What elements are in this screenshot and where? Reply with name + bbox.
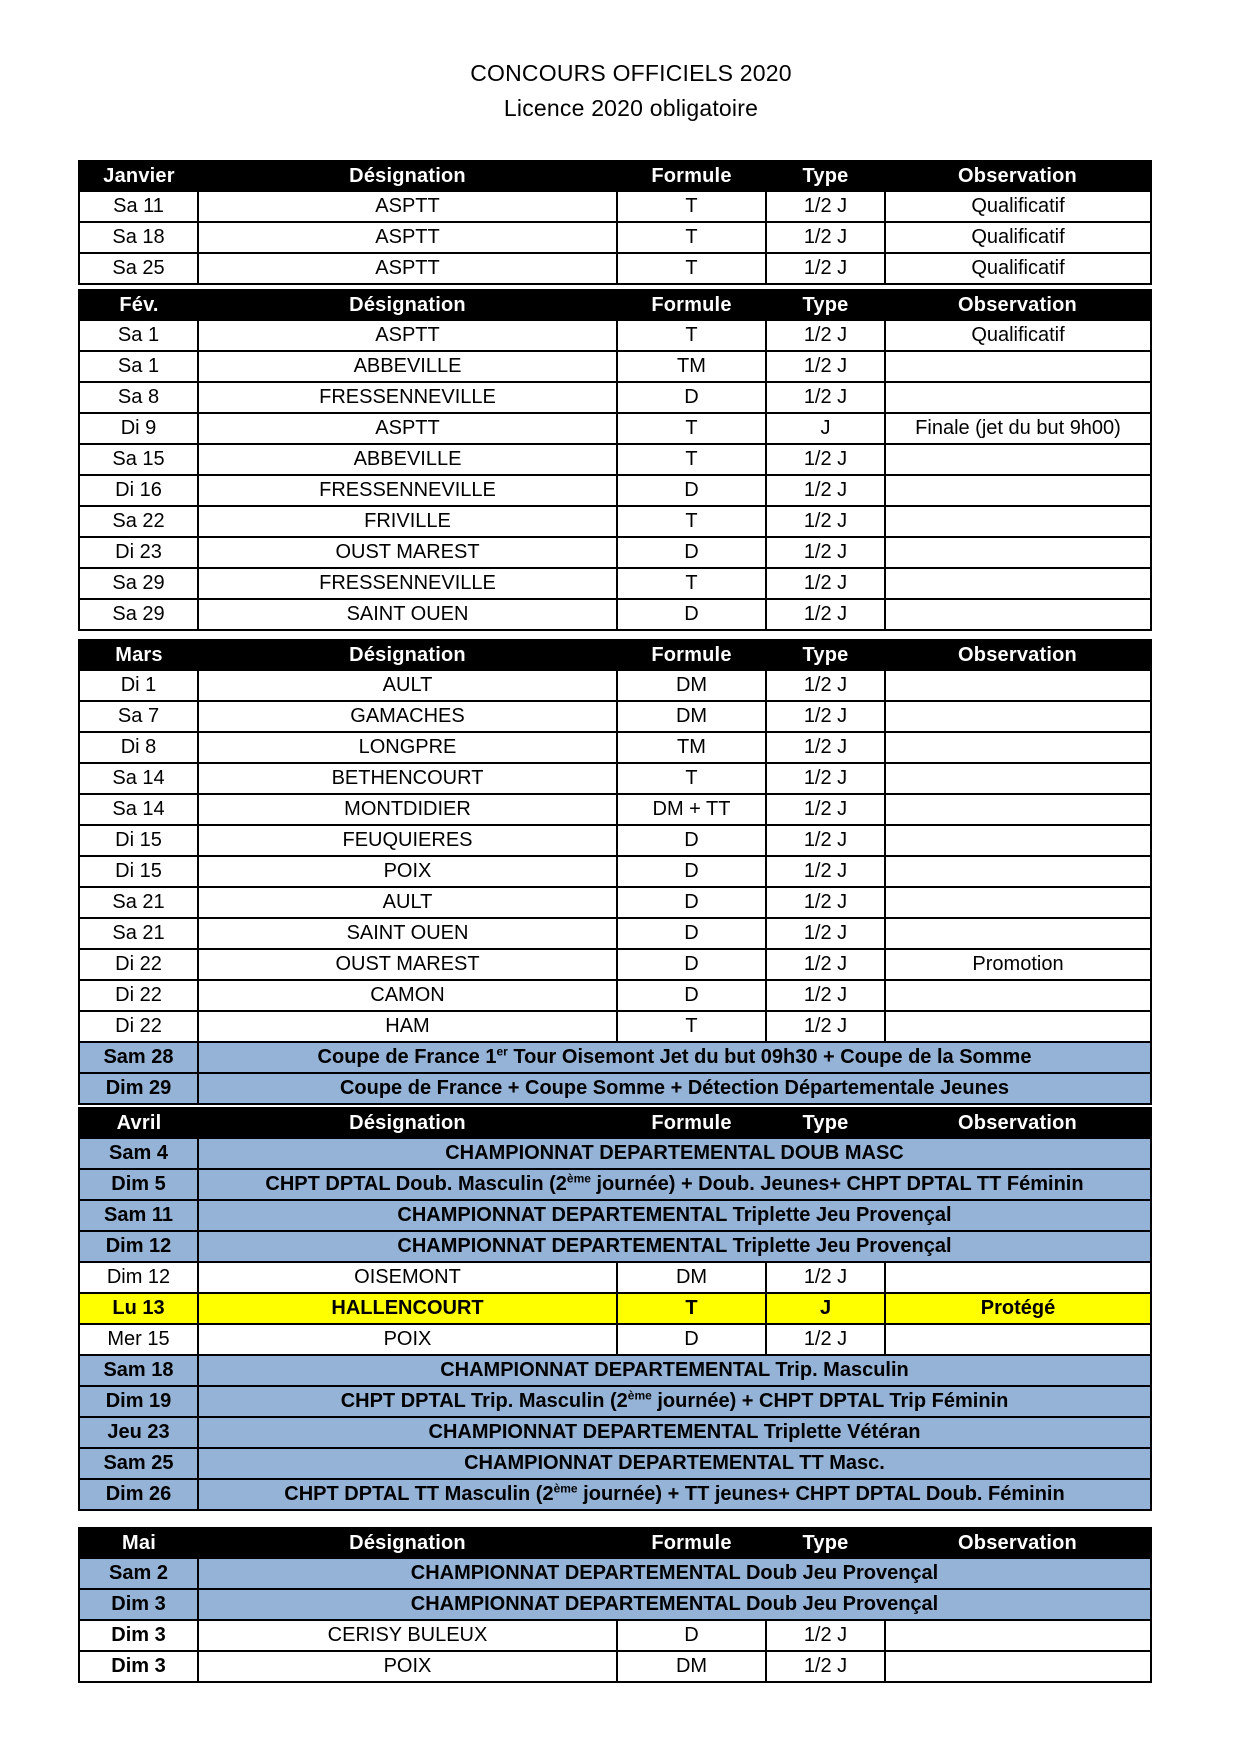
observation-cell: Protégé [885,1293,1150,1324]
table-row [80,856,1150,887]
table-row [80,918,1150,949]
formule-cell: DM [617,1651,766,1681]
date-cell: Sa 14 [80,763,198,794]
date-cell: Sa 21 [80,918,198,949]
observation-cell [885,794,1150,825]
date-cell: Dim 26 [80,1479,198,1509]
observation-cell [885,918,1150,949]
event-text: CHPT DPTAL Doub. Masculin (2 [265,1173,567,1195]
date-cell: Mer 15 [80,1324,198,1355]
section-mai [78,1527,1152,1683]
formule-cell: T [617,444,766,475]
event-row [80,1417,1150,1448]
event-text-rest: journée) + CHPT DPTAL Trip Féminin [651,1390,1009,1412]
event-row [80,1138,1150,1169]
date-cell: Dim 12 [80,1262,198,1293]
type-cell: 1/2 J [766,701,885,732]
formule-cell: T [617,222,766,253]
designation-cell: AULT [198,670,617,701]
date-cell: Sa 25 [80,253,198,283]
observation-cell [885,506,1150,537]
event-row [80,1355,1150,1386]
event-cell [198,1479,1150,1509]
designation-cell: ASPTT [198,253,617,283]
type-cell: 1/2 J [766,980,885,1011]
observation-header: Observation [885,162,1150,191]
table-row [80,222,1150,253]
date-cell: Sa 15 [80,444,198,475]
event-cell: CHAMPIONNAT DEPARTEMENTAL Triplette Vétéran [198,1417,1150,1448]
formule-cell: T [617,568,766,599]
type-cell: 1/2 J [766,949,885,980]
date-cell: Di 22 [80,949,198,980]
event-row [80,1042,1150,1073]
designation-cell: BETHENCOURT [198,763,617,794]
ordinal-sup: ème [553,1481,578,1496]
table-row [80,794,1150,825]
designation-cell: SAINT OUEN [198,918,617,949]
date-cell: Di 8 [80,732,198,763]
formule-cell: T [617,1293,766,1324]
type-cell: 1/2 J [766,506,885,537]
date-cell: Jeu 23 [80,1417,198,1448]
date-cell: Di 15 [80,825,198,856]
table-row [80,825,1150,856]
formule-cell: D [617,856,766,887]
observation-cell: Qualificatif [885,191,1150,222]
section-avril [78,1107,1152,1511]
month-header: Mars [80,641,198,670]
table-row [80,887,1150,918]
designation-cell: OISEMONT [198,1262,617,1293]
section-fevrier [78,289,1152,631]
table-row [80,670,1150,701]
designation-header: Désignation [198,1529,617,1558]
month-header: Avril [80,1109,198,1138]
table-row [80,320,1150,351]
date-cell: Sam 2 [80,1558,198,1589]
type-cell: 1/2 J [766,918,885,949]
formule-header: Formule [617,162,766,191]
date-cell: Sa 7 [80,701,198,732]
date-cell: Di 23 [80,537,198,568]
designation-cell: ASPTT [198,222,617,253]
event-row [80,1589,1150,1620]
formule-cell: D [617,918,766,949]
date-cell: Sa 1 [80,351,198,382]
designation-cell: CAMON [198,980,617,1011]
observation-cell [885,701,1150,732]
event-text: CHPT DPTAL TT Masculin (2 [284,1483,554,1505]
event-row [80,1169,1150,1200]
observation-cell [885,475,1150,506]
event-row [80,1231,1150,1262]
date-cell: Sa 8 [80,382,198,413]
event-cell: CHAMPIONNAT DEPARTEMENTAL Triplette Jeu Provençal [198,1200,1150,1231]
designation-cell: HALLENCOURT [198,1293,617,1324]
type-header: Type [766,162,885,191]
designation-cell: GAMACHES [198,701,617,732]
formule-cell: D [617,599,766,629]
type-cell: 1/2 J [766,763,885,794]
formule-cell: T [617,253,766,283]
table-row [80,732,1150,763]
event-cell [198,1386,1150,1417]
header-row [80,291,1150,320]
table-row [80,506,1150,537]
event-cell: CHAMPIONNAT DEPARTEMENTAL Triplette Jeu Provençal [198,1231,1150,1262]
table-row [80,1011,1150,1042]
designation-cell: ASPTT [198,320,617,351]
observation-cell: Qualificatif [885,320,1150,351]
date-cell: Sam 28 [80,1042,198,1073]
designation-header: Désignation [198,641,617,670]
observation-header: Observation [885,641,1150,670]
formule-cell: T [617,191,766,222]
event-row [80,1200,1150,1231]
type-cell: 1/2 J [766,444,885,475]
date-cell: Dim 3 [80,1651,198,1681]
designation-cell: ASPTT [198,413,617,444]
event-cell: CHAMPIONNAT DEPARTEMENTAL TT Masc. [198,1448,1150,1479]
header-row [80,1109,1150,1138]
observation-cell [885,732,1150,763]
designation-cell: FRESSENNEVILLE [198,382,617,413]
page-title: CONCOURS OFFICIELS 2020 [470,60,792,86]
designation-cell: ABBEVILLE [198,444,617,475]
month-header: Janvier [80,162,198,191]
observation-cell [885,599,1150,629]
type-cell: 1/2 J [766,568,885,599]
observation-cell [885,670,1150,701]
designation-cell: FRIVILLE [198,506,617,537]
event-row [80,1073,1150,1103]
section-janvier [78,160,1152,285]
formule-cell: D [617,949,766,980]
observation-cell [885,537,1150,568]
table-row [80,444,1150,475]
header-row [80,641,1150,670]
observation-header: Observation [885,291,1150,320]
header-row [80,162,1150,191]
type-cell: J [766,1293,885,1324]
type-header: Type [766,291,885,320]
table-row [80,253,1150,283]
table-row [80,191,1150,222]
formule-cell: TM [617,732,766,763]
type-cell: 1/2 J [766,732,885,763]
event-cell [198,1169,1150,1200]
type-cell: 1/2 J [766,1651,885,1681]
observation-cell [885,856,1150,887]
table-row [80,1324,1150,1355]
date-cell: Lu 13 [80,1293,198,1324]
table-row [80,537,1150,568]
designation-cell: CERISY BULEUX [198,1620,617,1651]
designation-cell: SAINT OUEN [198,599,617,629]
formule-cell: T [617,320,766,351]
event-cell: CHAMPIONNAT DEPARTEMENTAL Doub Jeu Provençal [198,1589,1150,1620]
date-cell: Dim 19 [80,1386,198,1417]
formule-header: Formule [617,1109,766,1138]
type-cell: 1/2 J [766,794,885,825]
date-cell: Di 16 [80,475,198,506]
event-row [80,1386,1150,1417]
page-subtitle: Licence 2020 obligatoire [503,95,759,121]
formule-cell: D [617,382,766,413]
date-cell: Di 9 [80,413,198,444]
month-header: Fév. [80,291,198,320]
observation-cell: Qualificatif [885,222,1150,253]
designation-cell: OUST MAREST [198,949,617,980]
date-cell: Sa 1 [80,320,198,351]
date-cell: Sa 29 [80,599,198,629]
formule-cell: DM [617,670,766,701]
type-cell: J [766,413,885,444]
event-cell: CHAMPIONNAT DEPARTEMENTAL Doub Jeu Provençal [198,1558,1150,1589]
header-row [80,1529,1150,1558]
date-cell: Dim 3 [80,1589,198,1620]
table-row [80,1651,1150,1681]
table-row [80,949,1150,980]
section-mars [78,639,1152,1105]
ordinal-sup: er [496,1044,508,1059]
date-cell: Sa 29 [80,568,198,599]
formule-cell: T [617,413,766,444]
date-cell: Dim 3 [80,1620,198,1651]
table-row [80,382,1150,413]
table-row [80,475,1150,506]
observation-cell [885,382,1150,413]
type-cell: 1/2 J [766,825,885,856]
observation-cell: Qualificatif [885,253,1150,283]
observation-cell: Finale (jet du but 9h00) [885,413,1150,444]
ordinal-sup: ème [627,1388,652,1403]
date-cell: Di 15 [80,856,198,887]
type-header: Type [766,1109,885,1138]
observation-cell: Promotion [885,949,1150,980]
formule-header: Formule [617,641,766,670]
type-cell: 1/2 J [766,1262,885,1293]
table-row [80,980,1150,1011]
type-cell: 1/2 J [766,856,885,887]
type-cell: 1/2 J [766,320,885,351]
observation-cell [885,763,1150,794]
event-cell: CHAMPIONNAT DEPARTEMENTAL DOUB MASC [198,1138,1150,1169]
formule-cell: DM [617,1262,766,1293]
formule-cell: DM + TT [617,794,766,825]
date-cell: Di 1 [80,670,198,701]
formule-cell: D [617,980,766,1011]
observation-cell [885,887,1150,918]
designation-cell: AULT [198,887,617,918]
designation-cell: OUST MAREST [198,537,617,568]
designation-cell: POIX [198,1324,617,1355]
formule-header: Formule [617,1529,766,1558]
date-cell: Sa 22 [80,506,198,537]
type-cell: 1/2 J [766,887,885,918]
table-row [80,599,1150,629]
designation-cell: ASPTT [198,191,617,222]
formule-cell: D [617,1324,766,1355]
event-row [80,1448,1150,1479]
event-text: CHPT DPTAL Trip. Masculin (2 [340,1390,628,1412]
observation-header: Observation [885,1529,1150,1558]
table-row [80,701,1150,732]
formule-cell: T [617,763,766,794]
formule-cell: D [617,825,766,856]
designation-cell: ABBEVILLE [198,351,617,382]
designation-cell: MONTDIDIER [198,794,617,825]
type-header: Type [766,641,885,670]
formule-cell: T [617,506,766,537]
table-row [80,1262,1150,1293]
observation-cell [885,1324,1150,1355]
observation-cell [885,351,1150,382]
type-cell: 1/2 J [766,1011,885,1042]
type-cell: 1/2 J [766,537,885,568]
event-text-rest: journée) + TT jeunes+ CHPT DPTAL Doub. Féminin [577,1483,1065,1505]
type-cell: 1/2 J [766,1324,885,1355]
date-cell: Sa 11 [80,191,198,222]
type-cell: 1/2 J [766,382,885,413]
formule-cell: D [617,887,766,918]
type-header: Type [766,1529,885,1558]
type-cell: 1/2 J [766,1620,885,1651]
date-cell: Dim 5 [80,1169,198,1200]
designation-cell: FEUQUIERES [198,825,617,856]
formule-header: Formule [617,291,766,320]
designation-cell: POIX [198,1651,617,1681]
formule-cell: TM [617,351,766,382]
event-row [80,1479,1150,1509]
formule-cell: D [617,475,766,506]
date-cell: Sa 18 [80,222,198,253]
date-cell: Dim 12 [80,1231,198,1262]
date-cell: Sam 25 [80,1448,198,1479]
formule-cell: D [617,537,766,568]
designation-cell: POIX [198,856,617,887]
highlight-row [80,1293,1150,1324]
type-cell: 1/2 J [766,599,885,629]
observation-cell [885,980,1150,1011]
date-cell: Sa 21 [80,887,198,918]
date-cell: Sa 14 [80,794,198,825]
designation-cell: LONGPRE [198,732,617,763]
date-cell: Dim 29 [80,1073,198,1103]
event-cell: Coupe de France + Coupe Somme + Détection Départementale Jeunes [198,1073,1150,1103]
type-cell: 1/2 J [766,222,885,253]
type-cell: 1/2 J [766,351,885,382]
table-row [80,413,1150,444]
table-row [80,1620,1150,1651]
observation-cell [885,1011,1150,1042]
designation-cell: FRESSENNEVILLE [198,568,617,599]
observation-cell [885,1262,1150,1293]
table-row [80,763,1150,794]
event-text-rest: Tour Oisemont Jet du but 09h30 + Coupe de la Somme [507,1046,1032,1068]
event-text-rest: journée) + Doub. Jeunes+ CHPT DPTAL TT Féminin [590,1173,1084,1195]
date-cell: Di 22 [80,980,198,1011]
designation-header: Désignation [198,291,617,320]
date-cell: Sam 4 [80,1138,198,1169]
designation-header: Désignation [198,162,617,191]
designation-header: Désignation [198,1109,617,1138]
observation-cell [885,568,1150,599]
type-cell: 1/2 J [766,670,885,701]
observation-cell [885,825,1150,856]
table-row [80,568,1150,599]
event-cell [198,1042,1150,1073]
designation-cell: FRESSENNEVILLE [198,475,617,506]
observation-cell [885,444,1150,475]
type-cell: 1/2 J [766,191,885,222]
type-cell: 1/2 J [766,475,885,506]
formule-cell: DM [617,701,766,732]
observation-header: Observation [885,1109,1150,1138]
observation-cell [885,1651,1150,1681]
observation-cell [885,1620,1150,1651]
formule-cell: D [617,1620,766,1651]
date-cell: Di 22 [80,1011,198,1042]
event-cell: CHAMPIONNAT DEPARTEMENTAL Trip. Masculin [198,1355,1150,1386]
date-cell: Sam 18 [80,1355,198,1386]
table-row [80,351,1150,382]
designation-cell: HAM [198,1011,617,1042]
event-row [80,1558,1150,1589]
formule-cell: T [617,1011,766,1042]
ordinal-sup: ème [566,1171,591,1186]
type-cell: 1/2 J [766,253,885,283]
event-text: Coupe de France 1 [317,1046,497,1068]
month-header: Mai [80,1529,198,1558]
date-cell: Sam 11 [80,1200,198,1231]
